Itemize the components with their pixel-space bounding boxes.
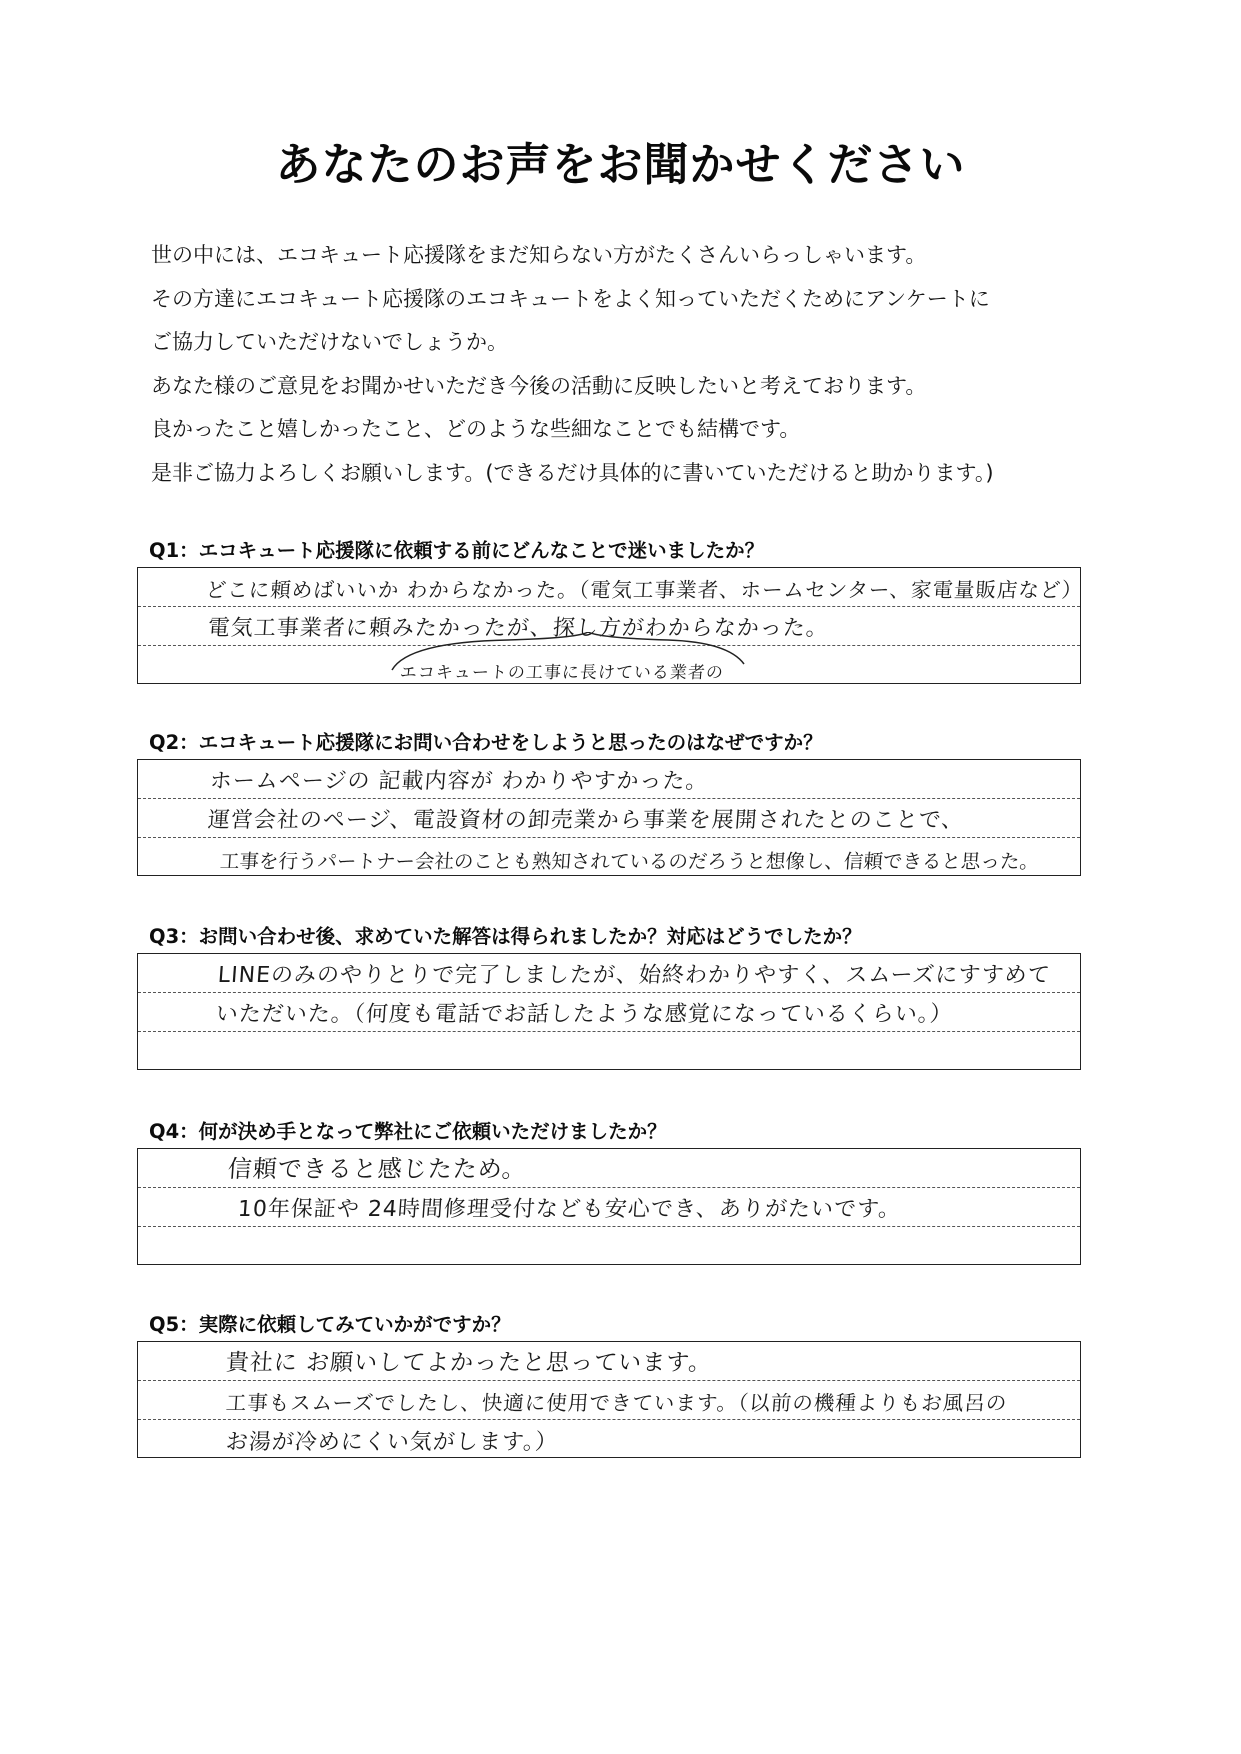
question-heading: Q2：エコキュート応援隊にお問い合わせをしようと思ったのはなぜですか？ [149, 731, 823, 754]
answer-line-3[interactable] [138, 1032, 1080, 1071]
handwritten-answer: 工事もスムーズでしたし、快適に使用できています。（以前の機種よりもお風呂の [225, 1391, 1009, 1415]
answer-line-2[interactable] [138, 1188, 1080, 1227]
answer-line-3[interactable] [138, 1227, 1080, 1266]
question-q5 [137, 1311, 1083, 1458]
page-title: あなたのお声をお聞かせください [275, 138, 966, 191]
answer-line-2[interactable] [138, 607, 1080, 646]
answer-line-2[interactable] [138, 993, 1080, 1032]
question-heading: Q1：エコキュート応援隊に依頼する前にどんなことで迷いましたか？ [149, 539, 765, 562]
question-q2 [137, 729, 1083, 876]
answer-box[interactable] [137, 1341, 1081, 1458]
intro-line: 是非ご協力よろしくお願いします。(できるだけ具体的に書いていただけると助かります。) [151, 460, 994, 485]
answer-line-1[interactable] [138, 954, 1080, 993]
answer-line-1[interactable] [138, 568, 1084, 607]
handwritten-answer: どこに頼めばいいか わからなかった。（電気工事業者、ホームセンター、家電量販店など） [205, 578, 1084, 602]
answer-line-3[interactable] [138, 1420, 1080, 1459]
answer-box[interactable] [137, 1148, 1081, 1265]
question-q4 [137, 1118, 1083, 1265]
answer-box[interactable] [137, 759, 1081, 876]
answer-line-3[interactable] [138, 646, 1080, 685]
question-heading: Q4：何が決め手となって弊社にご依頼いただけましたか？ [149, 1120, 667, 1143]
intro-line: ご協力していただけないでしょうか。 [151, 330, 508, 354]
handwritten-annotation: エコキュートの工事に長けている業者の [399, 663, 725, 683]
intro-text [151, 240, 1111, 501]
handwritten-answer: LINEのみのやりとりで完了しましたが、始終わかりやすく、スムーズにすすめて [216, 963, 1052, 988]
answer-line-3[interactable] [138, 838, 1080, 877]
answer-line-2[interactable] [138, 1381, 1080, 1420]
handwritten-answer: お湯が冷めにくい気がします。） [224, 1430, 559, 1455]
handwritten-answer: 信頼できると感じたため。 [226, 1155, 528, 1183]
intro-line: その方達にエコキュート応援隊のエコキュートをよく知っていただくためにアンケートに [151, 286, 990, 311]
handwritten-answer: 運営会社のページ、電設資材の卸売業から事業を展開されたとのことで、 [206, 808, 966, 833]
question-q3 [137, 923, 1083, 1070]
answer-line-1[interactable] [138, 1149, 1080, 1188]
question-heading: Q3：お問い合わせ後、求めていた解答は得られましたか？対応はどうでしたか？ [149, 925, 862, 948]
answer-box[interactable] [137, 567, 1084, 684]
handwritten-answer: 工事を行うパートナー会社のことも熟知されているのだろうと想像し、信頼できると思った。 [219, 850, 1040, 873]
handwritten-answer: 電気工事業者に頼みたかったが、探し方がわからなかった。 [206, 616, 830, 641]
answer-line-1[interactable] [138, 760, 1080, 799]
handwritten-answer: いただいた。（何度も電話でお話したような感覚になっているくらい。） [214, 1002, 954, 1027]
answer-box[interactable] [137, 953, 1081, 1070]
intro-line: 良かったこと嬉しかったこと、どのような些細なことでも結構です。 [151, 417, 801, 441]
intro-line: 世の中には、エコキュート応援隊をまだ知らない方がたくさんいらっしゃいます。 [151, 243, 927, 267]
handwritten-answer: 10年保証や 24時間修理受付なども安心でき、ありがたいです。 [236, 1197, 903, 1222]
handwritten-answer: ホームページの 記載内容が わかりやすかった。 [208, 769, 710, 794]
question-q1 [137, 537, 1083, 684]
intro-line: あなた様のご意見をお聞かせいただき今後の活動に反映したいと考えております。 [151, 373, 927, 398]
handwritten-answer: 貴社に お願いしてよかったと思っています。 [224, 1350, 714, 1376]
question-heading: Q5：実際に依頼してみていかがですか？ [149, 1313, 511, 1336]
answer-line-1[interactable] [138, 1342, 1080, 1381]
answer-line-2[interactable] [138, 799, 1080, 838]
